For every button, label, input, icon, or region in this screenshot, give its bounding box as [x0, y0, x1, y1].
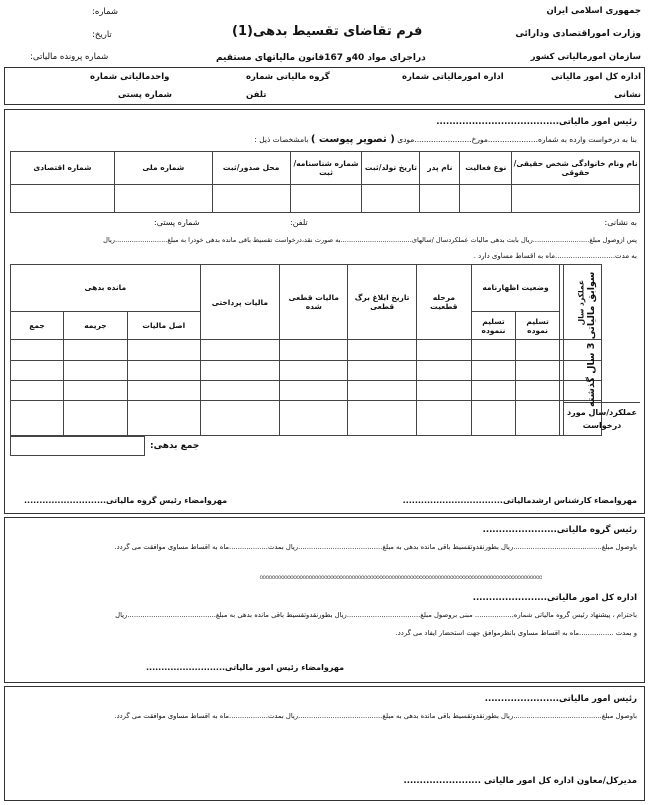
history-side-split	[563, 402, 640, 403]
history-side-divider	[563, 264, 564, 436]
cell[interactable]	[280, 340, 348, 360]
col-id-number: شماره شناسنامه/ثبت	[290, 152, 362, 185]
col-principal-tax: اصل مالیات	[127, 311, 200, 340]
cell[interactable]	[127, 381, 200, 401]
header-ministry: وزارت اموراقتصادی ودارائی	[515, 29, 641, 39]
total-debt-label: جمع بدهی:	[150, 441, 200, 451]
form-title: فرم تقاضای تقسیط بدهی(1)	[232, 24, 423, 39]
header-country: جمهوری اسلامی ایران	[546, 6, 641, 16]
payment-request-line: پس ازوصول مبلغ...........................ریال بابت بدهی مالیات عملکردسال /سالهای..................................به صورت نقد،درخواست تقسیط باقی مانده بدهی خودرا به مبلغ.........................ریال	[103, 236, 637, 244]
total-debt-cell[interactable]	[10, 436, 145, 456]
expert-signature-line: مهروامضاء کارشناس ارشدمالیاتی.................................	[402, 496, 637, 505]
col-father-name: نام پدر	[420, 152, 460, 185]
tax-history-label: سوابق مالیاتی 3 سال گذشته	[586, 272, 597, 408]
taxpayer-phone-label: تلفن:	[290, 218, 308, 227]
cell[interactable]	[11, 360, 64, 380]
col-return-status: وضعیت اظهارنامه	[471, 265, 559, 312]
section3-approval-line: باوصول مبلغ.........................................ریال بطورنقدوتقسیط باقی مانده بدهی به مبلغ.......................................ریال بمدت..................ماه به اقساط مساوی موافقت می گردد.	[114, 712, 637, 720]
col-total: جمع	[11, 311, 64, 340]
col-issue-place: محل صدور/ثبت	[212, 152, 290, 185]
tax-office-number-label: اداره امورمالیاتی شماره	[402, 72, 504, 82]
cell[interactable]	[127, 360, 200, 380]
col-birth-date: تاریخ تولد/ثبت	[362, 152, 420, 185]
request-intro-b: بامشخصات ذیل :	[254, 135, 309, 144]
group-head-signature-line: مهروامضاء رئیس گروه مالیاتی...........................	[24, 496, 228, 505]
header-number-label: شماره:	[92, 7, 119, 17]
cell[interactable]	[348, 340, 416, 360]
tax-history-table	[10, 264, 602, 436]
cell[interactable]	[471, 381, 515, 401]
office-address-label: نشانی	[614, 90, 641, 100]
taxpayer-table-row	[11, 184, 640, 212]
tax-affairs-head-signature: مهروامضاء رئیس امور مالیاتی..........................	[146, 663, 345, 672]
col-penalty: جریمه	[64, 311, 128, 340]
cell-activity-type[interactable]	[460, 184, 512, 212]
header-date-label: تاریخ:	[92, 30, 112, 40]
col-remaining-debt: مانده بدهی	[11, 265, 201, 312]
col-paid-tax: مالیات پرداختی	[200, 265, 279, 340]
section2-addressee-2: اداره کل امور مالیاتی.......................	[472, 593, 637, 603]
cell[interactable]	[280, 381, 348, 401]
cell-full-name[interactable]	[512, 184, 640, 212]
cell-economic-code[interactable]	[11, 184, 115, 212]
cell-id-number[interactable]	[290, 184, 362, 212]
cell[interactable]	[348, 401, 416, 436]
col-final-tax: مالیات قطعی شده	[280, 265, 348, 340]
cell[interactable]	[64, 381, 128, 401]
cell[interactable]	[471, 401, 515, 436]
section2-approval-line: باوصول مبلغ.........................................ریال بطورنقدوتقسیط باقی مانده بدهی به مبلغ.......................................ریال بمدت..................ماه به اقساط مساوی موافقت می گردد.	[114, 543, 637, 551]
cell[interactable]	[416, 360, 471, 380]
col-full-name: نام ونام خانوادگی شخص حقیقی/حقوقی	[512, 152, 640, 185]
cell[interactable]	[64, 401, 128, 436]
section3-addressee: رئیس امور مالیاتی.......................	[484, 694, 637, 704]
cell[interactable]	[127, 340, 200, 360]
cell[interactable]	[516, 360, 560, 380]
cell-birth-date[interactable]	[362, 184, 420, 212]
office-postal-code-label: شماره پستی	[118, 90, 173, 100]
history-header-row-1	[11, 265, 602, 312]
section-separator: oooooooooooooooooooooooooooooooooooooooooooooooooooooooooooooooooooooooooooooooooooooooooooo	[259, 574, 542, 581]
office-phone-label: تلفن	[246, 90, 267, 100]
col-notice-date: تاریخ ابلاغ برگ قطعی	[348, 265, 416, 340]
cell[interactable]	[200, 360, 279, 380]
cell[interactable]	[280, 360, 348, 380]
history-row	[11, 381, 602, 401]
taxpayer-address-label: به نشانی:	[604, 218, 637, 227]
section1-addressee: رئیس امور مالیاتی......................................	[436, 117, 637, 127]
cell[interactable]	[200, 340, 279, 360]
taxpayer-table-header	[11, 152, 640, 185]
section2-addressee: رئیس گروه مالیاتی.......................	[482, 525, 637, 535]
section2-proposal-line-2: و بمدت ................ماه به اقساط مساوی بانظرموافق جهت استحضار ایفاد می گردد.	[395, 629, 637, 637]
cell[interactable]	[11, 401, 64, 436]
installment-duration-line: به مدت...........................ماه به اقساط مساوی دارد .	[473, 252, 637, 260]
cell[interactable]	[200, 401, 279, 436]
col-economic-code: شماره اقتصادی	[11, 152, 115, 185]
cell[interactable]	[416, 340, 471, 360]
cell[interactable]	[64, 340, 128, 360]
cell[interactable]	[127, 401, 200, 436]
col-not-submitted: تسلیم ننموده	[471, 311, 515, 340]
cell[interactable]	[348, 381, 416, 401]
header-file-number-label: شماره پرونده مالیاتی:	[30, 52, 109, 62]
cell[interactable]	[11, 381, 64, 401]
col-national-id: شماره ملی	[114, 152, 212, 185]
cell[interactable]	[200, 381, 279, 401]
cell-father-name[interactable]	[420, 184, 460, 212]
history-row	[11, 340, 602, 360]
cell-issue-place[interactable]	[212, 184, 290, 212]
tax-group-number-label: گروه مالیاتی شماره	[246, 72, 330, 82]
cell[interactable]	[516, 401, 560, 436]
cell[interactable]	[516, 340, 560, 360]
cell-national-id[interactable]	[114, 184, 212, 212]
cell[interactable]	[280, 401, 348, 436]
tax-unit-number-label: واحدمالیاتی شماره	[90, 72, 170, 82]
cell[interactable]	[516, 381, 560, 401]
director-general-signature: مدیرکل/معاون اداره کل امور مالیاتی ........................	[403, 776, 637, 786]
request-intro-line	[254, 134, 637, 145]
cell[interactable]	[11, 340, 64, 360]
col-performance-year: عملکرد سال	[560, 265, 602, 340]
section2-proposal-line-1: باحترام ، پیشنهاد رئیس گروه مالیاتی شماره.................. مبنی بروصول مبلغ..................................ریال بطورنقدوتقسیط باقی مانده بدهی به مبلغ.........................................ریال	[115, 611, 637, 619]
general-office-label: اداره کل امور مالیاتی	[550, 72, 641, 82]
history-row-request-year	[11, 401, 602, 436]
cell[interactable]	[416, 401, 471, 436]
history-row	[11, 360, 602, 380]
request-year-label: عملکرد/سال مورد درخواست	[566, 408, 638, 430]
cell[interactable]	[471, 360, 515, 380]
cell[interactable]	[416, 381, 471, 401]
col-submitted: تسلیم نموده	[516, 311, 560, 340]
cell[interactable]	[471, 340, 515, 360]
attachment-note: ( تصویر پیوست )	[310, 134, 395, 145]
cell[interactable]	[64, 360, 128, 380]
cell[interactable]	[348, 360, 416, 380]
taxpayer-postal-label: شماره پستی:	[154, 218, 200, 227]
request-intro-a: بنا به درخواست وارده به شماره.....................مورخ........................مودی	[397, 135, 637, 144]
taxpayer-table	[10, 151, 640, 213]
header-organization: سازمان امورمالیاتی کشور	[530, 52, 641, 62]
col-activity-type: نوع فعالیت	[460, 152, 512, 185]
col-finality-stage: مرحله قطعیت	[416, 265, 471, 340]
form-subtitle: دراجرای مواد 40و 167قانون مالیاتهای مستقیم	[216, 53, 426, 63]
